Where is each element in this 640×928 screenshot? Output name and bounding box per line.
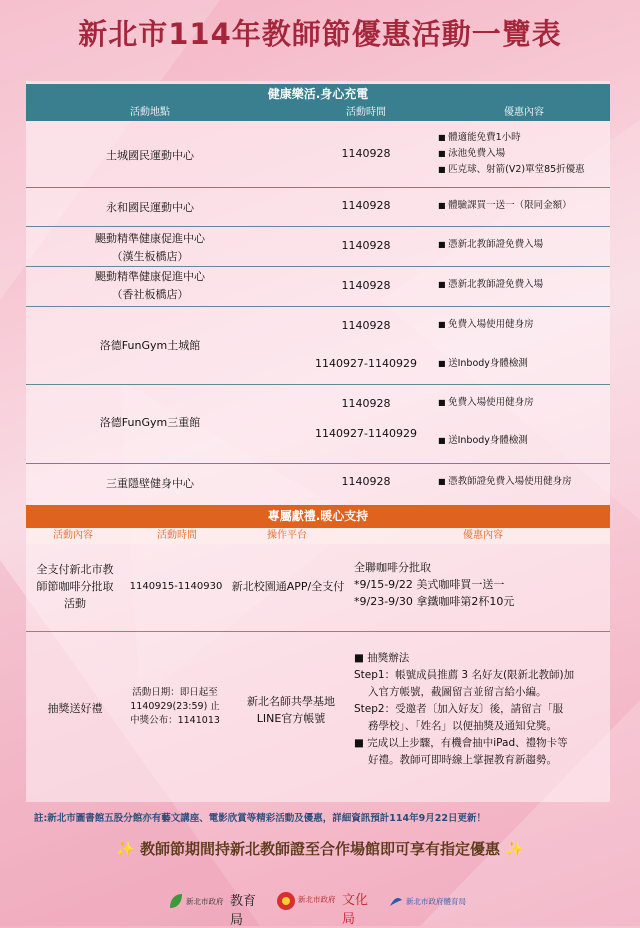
offer-item: ■ 憑新北教師證免費入場	[438, 237, 610, 253]
offer-item: ■ 體驗課買一送一（限同金額）	[438, 198, 610, 214]
event-time: 1140928	[341, 397, 391, 410]
col-time: 活動時間	[346, 107, 386, 118]
platform-line: LINE官方帳號	[256, 712, 326, 725]
table-row	[26, 545, 610, 632]
offer-item: ■ 憑新北教師證免費入場	[438, 277, 610, 293]
venue-name: 三重隱壁健身中心	[106, 477, 194, 490]
tagline	[0, 838, 640, 859]
table-row	[26, 464, 610, 502]
event-time: 1140928	[341, 279, 391, 292]
venue-name: 洛德FunGym三重館	[99, 416, 201, 429]
col-venue: 活動地點	[130, 107, 170, 118]
offer-item: ■ 送Inbody身體檢測	[438, 356, 610, 372]
sports-bureau-logo: 新北市政府體育局	[388, 884, 488, 918]
section1-heading: 健康樂活.身心充電	[26, 84, 610, 105]
culture-emblem-icon	[276, 891, 296, 911]
offer-line: *9/23-9/30 拿鐵咖啡第2杯10元	[354, 595, 515, 608]
offer-line: Step1：帳號成員推薦 3 名好友(限新北教師)加	[354, 669, 575, 681]
table-row	[26, 267, 610, 307]
logo-bar	[168, 884, 488, 928]
activity-content-line: 活動	[64, 597, 86, 610]
offer-list	[438, 237, 610, 253]
table-row	[26, 307, 610, 385]
col-platform: 操作平台	[267, 530, 307, 541]
table-row	[26, 188, 610, 227]
event-time: 1140928	[341, 239, 391, 252]
sports-emblem-icon	[388, 892, 404, 910]
venue-name: 永和國民運動中心	[106, 201, 194, 214]
offer-item: ■ 憑教師證免費入場使用健身房	[438, 474, 610, 490]
table-row	[26, 385, 610, 464]
offer-line: Step2：受邀者〔加入好友〕後，請留言「服	[354, 703, 564, 715]
education-bureau-logo: 新北市政府 教育局	[168, 884, 268, 918]
offer-line: ■ 抽獎辦法	[354, 652, 410, 664]
sparkle-icon: ✨	[505, 840, 524, 858]
offer-line: 好禮。教師可即時線上掌握教育新趨勢。	[368, 754, 557, 766]
tagline-text: 教師節期間持新北教師證至合作場館即可享有指定優惠	[139, 840, 500, 858]
venue-name-line2: （香社板橋店）	[111, 288, 189, 301]
offer-line: 務學校」、「姓名」以便抽獎及通知兌獎。	[368, 720, 557, 732]
offer-item: ■ 送Inbody身體檢測	[438, 433, 610, 449]
event-time: 1140927-1140929	[315, 427, 417, 440]
sparkle-icon: ✨	[116, 840, 135, 858]
venue-name: 土城國民運動中心	[106, 149, 194, 162]
offer-item	[438, 356, 610, 372]
activity-time-line: 中獎公布：1141013	[130, 715, 220, 726]
activity-time: 1140915-1140930	[129, 581, 223, 592]
offer-item	[438, 433, 610, 449]
venue-name-line1: 颶動精準健康促進中心	[95, 270, 205, 283]
offer-item: ■ 免費入場使用健身房	[438, 317, 610, 333]
platform: 新北校園通APP/全支付	[231, 580, 345, 593]
table-row	[26, 227, 610, 267]
table-row	[26, 632, 610, 788]
platform	[226, 693, 356, 727]
section2-heading: 專屬獻禮.暖心支持	[26, 505, 610, 528]
footnote: 註:新北市圖書館五股分館亦有藝文講座、電影欣賞等精彩活動及優惠，詳細資訊預計114年9月22日更新！	[34, 813, 486, 824]
section2-column-header	[26, 528, 610, 544]
event-time: 1140927-1140929	[315, 357, 417, 370]
offer-content	[354, 650, 610, 769]
col-offer: 優惠內容	[463, 530, 503, 541]
offer-list	[438, 277, 610, 293]
offer-item	[438, 317, 610, 333]
leaf-icon	[168, 892, 184, 910]
activity-time	[120, 686, 230, 728]
activity-content: 抽獎送好禮	[47, 702, 103, 715]
venue-name: 洛德FunGym土城館	[99, 339, 201, 352]
col-content: 活動內容	[53, 530, 93, 541]
venue-name-line2: （漢生板橋店）	[111, 250, 189, 263]
platform-line: 新北名師共學基地	[247, 695, 335, 708]
offer-line: 全聯咖啡分批取	[354, 561, 431, 574]
venue-name	[26, 230, 274, 266]
page-title: 新北市114年教師節優惠活動一覽表	[78, 17, 562, 51]
activity-time-line: 1140929(23:59) 止	[130, 701, 220, 712]
event-time: 1140928	[341, 147, 391, 160]
offer-line: ■ 完成以上步驟，有機會抽中iPad、禮物卡等	[354, 737, 568, 749]
activity-time-line: 活動日期：即日起至	[132, 687, 218, 698]
culture-bureau-logo: 新北市政府 文化局	[276, 884, 376, 918]
venue-name-line1: 颶動精準健康促進中心	[95, 232, 205, 245]
venue-name	[26, 268, 274, 304]
offer-item: ■ 匹克球、射箭(V2)單堂85折優惠	[438, 162, 610, 178]
section1-column-header	[26, 105, 610, 121]
offer-list	[438, 198, 610, 214]
offer-item: ■ 免費入場使用健身房	[438, 395, 610, 411]
col-offer: 優惠內容	[504, 107, 544, 118]
table-row	[26, 121, 610, 188]
activity-content-line: 師節咖啡分批取	[36, 580, 114, 593]
offer-line: 入官方帳號，截圖留言並留言給小編。	[368, 686, 547, 698]
offer-item: ■ 體適能免費1小時	[438, 130, 610, 146]
event-time: 1140928	[341, 199, 391, 212]
event-time: 1140928	[341, 319, 391, 332]
activity-content-line: 全支付新北市教	[36, 563, 114, 576]
offer-item: ■ 泳池免費入場	[438, 146, 610, 162]
col-time: 活動時間	[157, 530, 197, 541]
offer-line: *9/15-9/22 美式咖啡買一送一	[354, 578, 505, 591]
offer-item	[438, 395, 610, 411]
offer-list	[438, 130, 610, 178]
activity-content	[28, 561, 122, 612]
offer-content	[354, 559, 610, 610]
offer-list	[438, 474, 610, 490]
event-time: 1140928	[341, 475, 391, 488]
